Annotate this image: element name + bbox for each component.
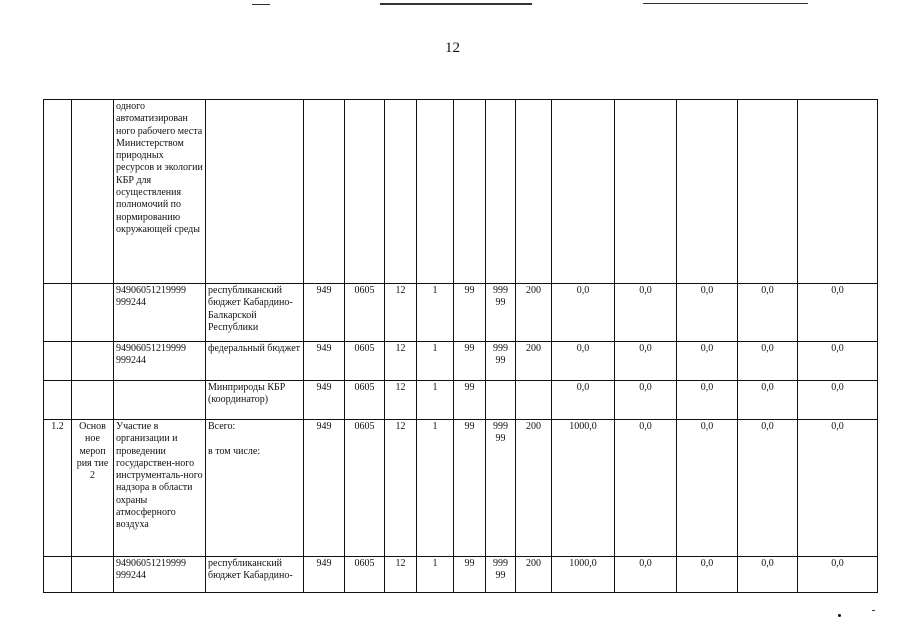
cell-c3: 12 xyxy=(385,420,417,557)
cell-v2: 0,0 xyxy=(615,557,677,593)
cell-first: 0,0 xyxy=(552,381,615,420)
cell-c1: 949 xyxy=(304,557,345,593)
cell-source: федеральный бюджет xyxy=(206,342,304,381)
cell-c6: 999 99 xyxy=(486,420,516,557)
cell-v4 xyxy=(738,100,798,284)
cell-c5: 99 xyxy=(454,420,486,557)
cell-v3: 0,0 xyxy=(677,342,738,381)
cell-c6: 999 99 xyxy=(486,557,516,593)
cell-c1: 949 xyxy=(304,381,345,420)
cell-c3: 12 xyxy=(385,342,417,381)
cell-first xyxy=(552,100,615,284)
cell-v3: 0,0 xyxy=(677,557,738,593)
cell-c7: 200 xyxy=(516,557,552,593)
cell-v5: 0,0 xyxy=(798,420,878,557)
cell-type xyxy=(72,100,114,284)
cell-type xyxy=(72,381,114,420)
cell-v2 xyxy=(615,100,677,284)
cell-v2: 0,0 xyxy=(615,284,677,342)
cell-c6 xyxy=(486,381,516,420)
cell-v5: 0,0 xyxy=(798,342,878,381)
scan-artifact-right xyxy=(643,3,808,4)
cell-v4: 0,0 xyxy=(738,284,798,342)
cell-type xyxy=(72,284,114,342)
cell-c3: 12 xyxy=(385,284,417,342)
cell-v2: 0,0 xyxy=(615,420,677,557)
table-row xyxy=(44,381,878,420)
table-row xyxy=(44,284,878,342)
scan-dot xyxy=(838,614,841,617)
cell-name: 94906051219999 999244 xyxy=(114,284,206,342)
cell-v4: 0,0 xyxy=(738,420,798,557)
cell-num xyxy=(44,557,72,593)
cell-num xyxy=(44,381,72,420)
cell-v3: 0,0 xyxy=(677,420,738,557)
table-row xyxy=(44,557,878,593)
scan-artifact-left xyxy=(252,4,270,5)
page-number: 12 xyxy=(445,40,460,56)
cell-first: 0,0 xyxy=(552,342,615,381)
cell-c5: 99 xyxy=(454,342,486,381)
cell-c7: 200 xyxy=(516,420,552,557)
cell-c5: 99 xyxy=(454,557,486,593)
cell-v4: 0,0 xyxy=(738,381,798,420)
cell-first: 1000,0 xyxy=(552,420,615,557)
cell-name: Участие в организации и проведении государствен-ного инструменталь-ного надзора в области охраны атмосферного воздуха xyxy=(114,420,206,557)
cell-name: 94906051219999 999244 xyxy=(114,342,206,381)
cell-v5: 0,0 xyxy=(798,284,878,342)
cell-c4: 1 xyxy=(417,342,454,381)
cell-c2 xyxy=(345,100,385,284)
cell-c5: 99 xyxy=(454,284,486,342)
cell-v3 xyxy=(677,100,738,284)
cell-first: 0,0 xyxy=(552,284,615,342)
cell-v3: 0,0 xyxy=(677,381,738,420)
cell-c6: 999 99 xyxy=(486,342,516,381)
cell-c7 xyxy=(516,381,552,420)
cell-c1: 949 xyxy=(304,342,345,381)
table-row xyxy=(44,420,878,557)
cell-type xyxy=(72,342,114,381)
cell-source: Минприроды КБР (координатор) xyxy=(206,381,304,420)
cell-c7: 200 xyxy=(516,284,552,342)
cell-v2: 0,0 xyxy=(615,381,677,420)
cell-c2: 0605 xyxy=(345,284,385,342)
cell-c6 xyxy=(486,100,516,284)
cell-v5: 0,0 xyxy=(798,557,878,593)
cell-c5: 99 xyxy=(454,381,486,420)
cell-source xyxy=(206,100,304,284)
cell-c2: 0605 xyxy=(345,381,385,420)
cell-c2: 0605 xyxy=(345,420,385,557)
table-row xyxy=(44,342,878,381)
cell-c1: 949 xyxy=(304,284,345,342)
cell-v2: 0,0 xyxy=(615,342,677,381)
scan-artifact-center xyxy=(380,3,532,5)
cell-c2: 0605 xyxy=(345,342,385,381)
cell-source: Всего: в том числе: xyxy=(206,420,304,557)
cell-source: республиканский бюджет Кабардино- xyxy=(206,557,304,593)
cell-c3 xyxy=(385,100,417,284)
cell-c6: 999 99 xyxy=(486,284,516,342)
cell-c7 xyxy=(516,100,552,284)
cell-c7: 200 xyxy=(516,342,552,381)
cell-v4: 0,0 xyxy=(738,557,798,593)
cell-v5: 0,0 xyxy=(798,381,878,420)
cell-name: одного автоматизирован ного рабочего места Министерством природных ресурсов и экологии КБР для осуществления полномочий по нормированию окружающей среды xyxy=(114,100,206,284)
cell-num xyxy=(44,100,72,284)
cell-c1 xyxy=(304,100,345,284)
cell-v3: 0,0 xyxy=(677,284,738,342)
cell-num xyxy=(44,342,72,381)
cell-c5 xyxy=(454,100,486,284)
cell-name: 94906051219999 999244 xyxy=(114,557,206,593)
cell-c3: 12 xyxy=(385,557,417,593)
scan-tick xyxy=(872,610,875,611)
cell-type xyxy=(72,557,114,593)
cell-first: 1000,0 xyxy=(552,557,615,593)
cell-v4: 0,0 xyxy=(738,342,798,381)
cell-c1: 949 xyxy=(304,420,345,557)
cell-c4: 1 xyxy=(417,420,454,557)
cell-v5 xyxy=(798,100,878,284)
cell-c2: 0605 xyxy=(345,557,385,593)
table-row xyxy=(44,100,878,284)
cell-c4: 1 xyxy=(417,557,454,593)
cell-c4: 1 xyxy=(417,381,454,420)
cell-c4: 1 xyxy=(417,284,454,342)
cell-num: 1.2 xyxy=(44,420,72,557)
cell-type: Основ ное мероп рия тие 2 xyxy=(72,420,114,557)
cell-source: республиканский бюджет Кабардино-Балкарской Республики xyxy=(206,284,304,342)
cell-c3: 12 xyxy=(385,381,417,420)
cell-name xyxy=(114,381,206,420)
cell-num xyxy=(44,284,72,342)
budget-table xyxy=(43,99,878,593)
cell-c4 xyxy=(417,100,454,284)
